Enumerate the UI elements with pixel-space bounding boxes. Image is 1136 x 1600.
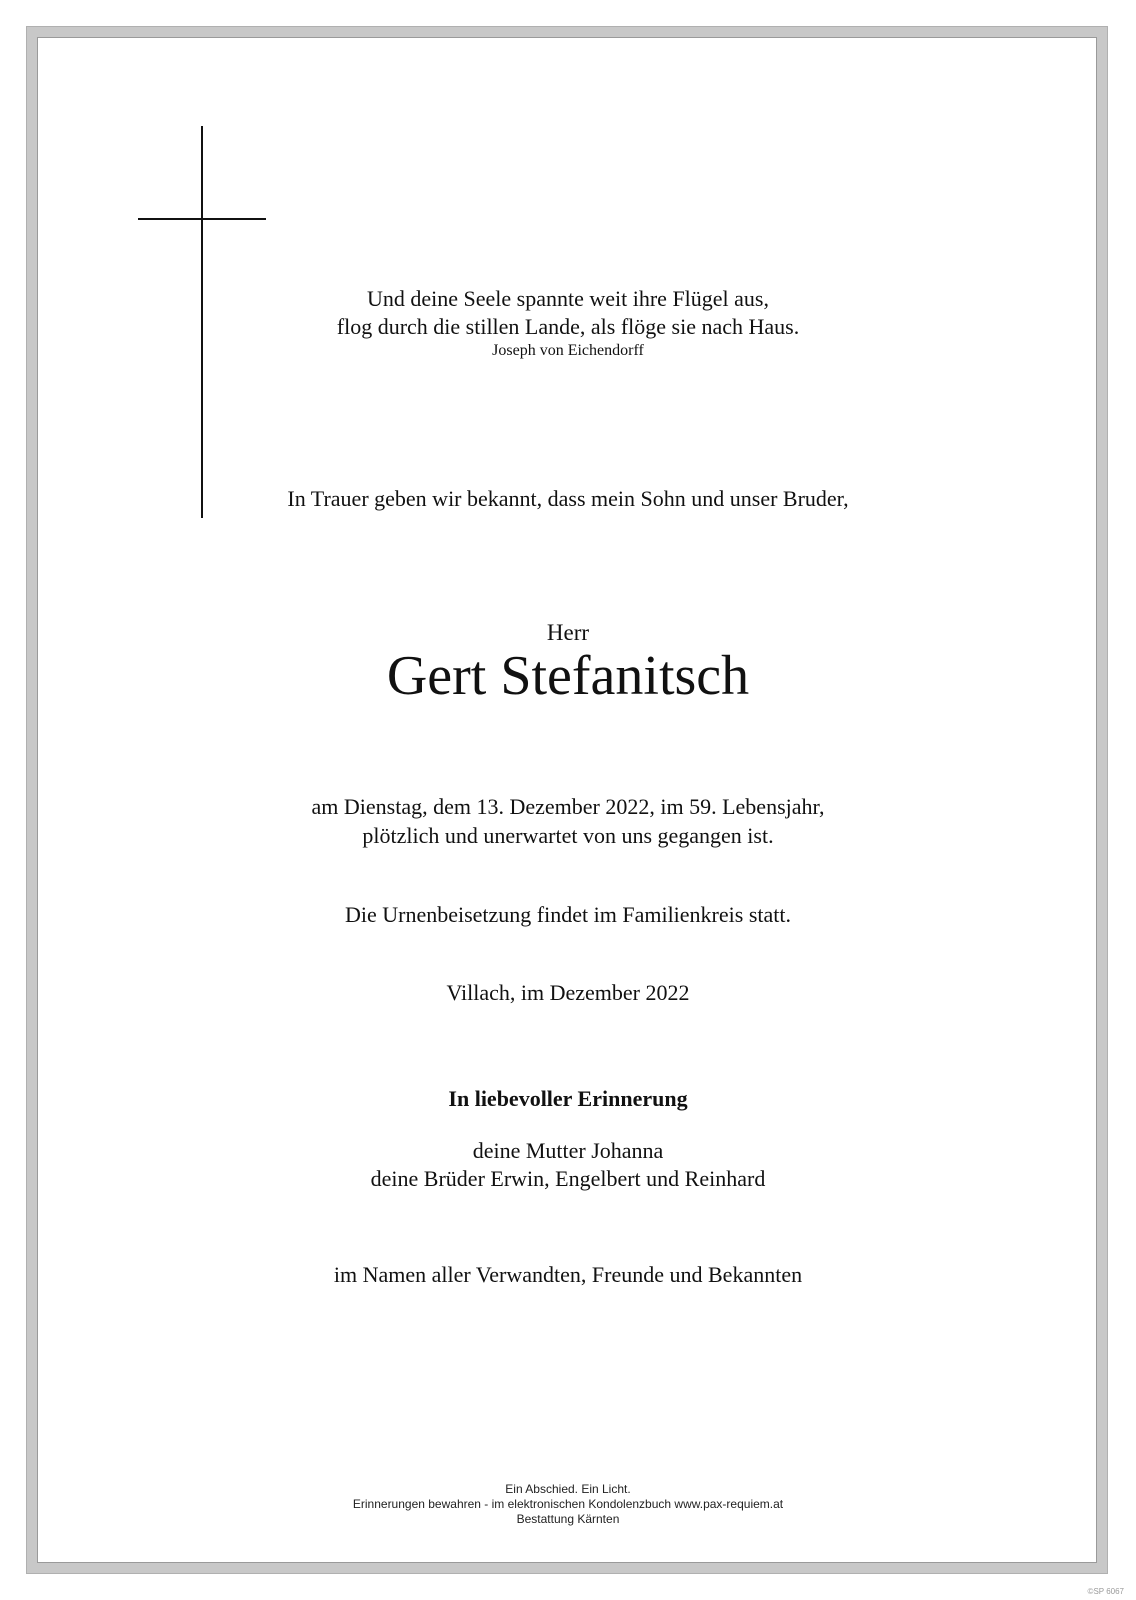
death-line-2: plötzlich und unerwartet von uns gegangen ist. bbox=[362, 823, 774, 848]
quote-line-1: Und deine Seele spannte weit ihre Flügel aus, bbox=[366, 286, 769, 311]
salutation: Herr bbox=[546, 620, 590, 645]
announcement: In Trauer geben wir bekannt, dass mein Sohn und unser Bruder, bbox=[287, 486, 849, 511]
footer-line-3: Bestattung Kärnten bbox=[516, 1512, 620, 1526]
cross-icon-horizontal bbox=[138, 218, 266, 220]
quote-author: Joseph von Eichendorff bbox=[492, 342, 644, 359]
mourner-line-1: deine Mutter Johanna bbox=[472, 1138, 664, 1163]
place-date: Villach, im Dezember 2022 bbox=[446, 980, 690, 1005]
footer-line-1: Ein Abschied. Ein Licht. bbox=[505, 1482, 631, 1496]
deceased-name: Gert Stefanitsch bbox=[386, 645, 750, 707]
mourners-heading: In liebevoller Erinnerung bbox=[448, 1086, 688, 1111]
quote-line-2: flog durch die stillen Lande, als flöge sie nach Haus. bbox=[336, 314, 800, 339]
burial-info: Die Urnenbeisetzung findet im Familienkreis statt. bbox=[344, 902, 791, 927]
mourner-line-2: deine Brüder Erwin, Engelbert und Reinhard bbox=[370, 1166, 766, 1191]
mourner-line-3: im Namen aller Verwandten, Freunde und Bekannten bbox=[333, 1262, 803, 1287]
footer-line-2: Erinnerungen bewahren - im elektronischen Kondolenzbuch www.pax-requiem.at bbox=[352, 1497, 784, 1511]
death-line-1: am Dienstag, dem 13. Dezember 2022, im 59. Lebensjahr, bbox=[311, 794, 825, 819]
watermark: ©SP 6067 bbox=[1087, 1587, 1124, 1596]
